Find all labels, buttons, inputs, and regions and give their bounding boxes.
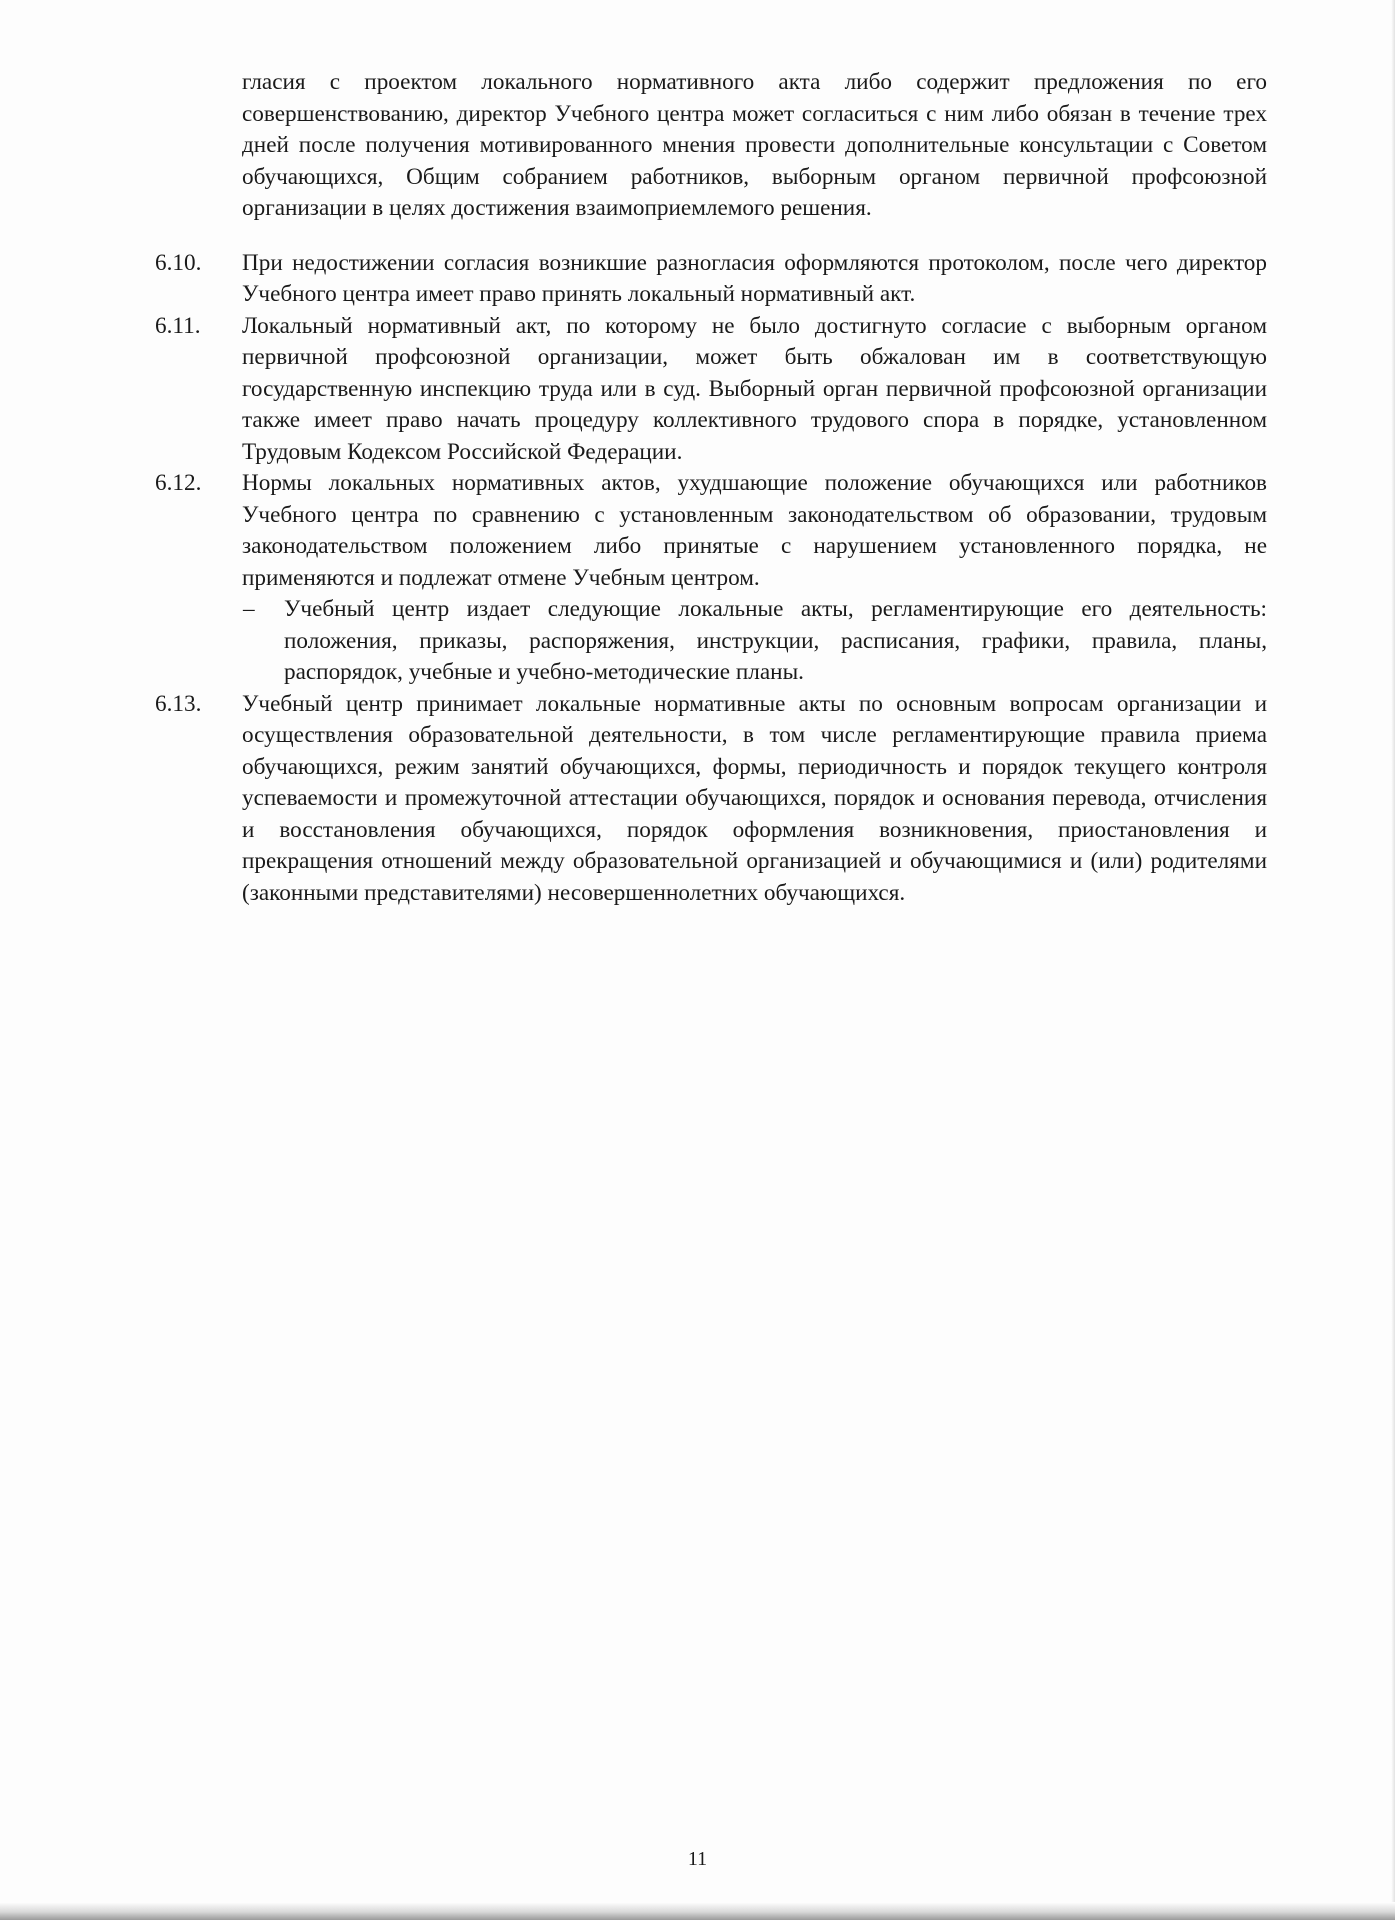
clause-text: Учебный центр принимает локальные нормативные акты по основным вопросам организации и осуществления образовательной деятельности, в том числе регламентирующие правила приема обучающихся, режим занятий обучающихся, формы, периодичность и порядок текущего контроля успеваемости и промежуточной аттестации обучающихся, порядок и основания перевода, отчисления и восстановления обучающихся, порядок оформления возникновения, приостановления и прекращения отношений между образовательной организацией и обучающимися и (или) родителями (законными представителями) несовершеннолетних обучающихся. <box>242 690 1267 906</box>
clause-6-13 <box>155 689 1267 910</box>
clause-6-12 <box>155 468 1267 594</box>
clause-text: Нормы локальных нормативных актов, ухудшающие положение обучающихся или работников Учебного центра по сравнению с установленным законодательством об образовании, трудовым законодательством положением либо принятые с нарушением установленного порядка, не применяются и подлежат отмене Учебным центром. <box>242 470 1267 591</box>
clause-text: При недостижении согласия возникшие разногласия оформляются протоколом, после чего директор Учебного центра имеет право принять локальный нормативный акт. <box>242 249 1267 308</box>
clause-number: 6.13. <box>155 690 202 717</box>
clause-text: Локальный нормативный акт, по которому не было достигнуто согласие с выборным органом первичной профсоюзной организации, может быть обжалован им в соответствующую государственную инспекцию труда или в суд. Выборный орган первичной профсоюзной организации также имеет право начать процедуру коллективного трудового спора в порядке, установленном Трудовым Кодексом Российской Федерации. <box>242 312 1267 465</box>
clause-number: 6.12. <box>155 470 202 497</box>
clause-number: 6.11. <box>155 312 201 339</box>
dash-marker: – <box>243 596 255 623</box>
scan-edge-bottom <box>0 1902 1395 1920</box>
clause-number: 6.10. <box>155 249 202 276</box>
continuation-paragraph: гласия с проектом локального нормативного акта либо содержит предложения по его совершенствованию, директор Учебного центра может согласиться с ним либо обязан в течение трех дней после получения мотивированного мнения провести дополнительные консультации с Советом обучающихся, Общим собранием работников, выборным органом первичной профсоюзной организации в целях достижения взаимоприемлемого решения. <box>242 69 1267 222</box>
scan-edge-right <box>1391 0 1395 1920</box>
document-body <box>155 44 1267 909</box>
page-number: 11 <box>687 1848 708 1870</box>
dash-item-text: Учебный центр издает следующие локальные акты, регламентирующие его деятельность: положения, приказы, распоряжения, инструкции, расписания, графики, правила, планы, распорядок, учебные и учебно-методические планы. <box>284 596 1267 686</box>
dash-list-item <box>242 594 1267 689</box>
clause-6-10 <box>155 248 1267 311</box>
clause-6-11 <box>155 311 1267 469</box>
